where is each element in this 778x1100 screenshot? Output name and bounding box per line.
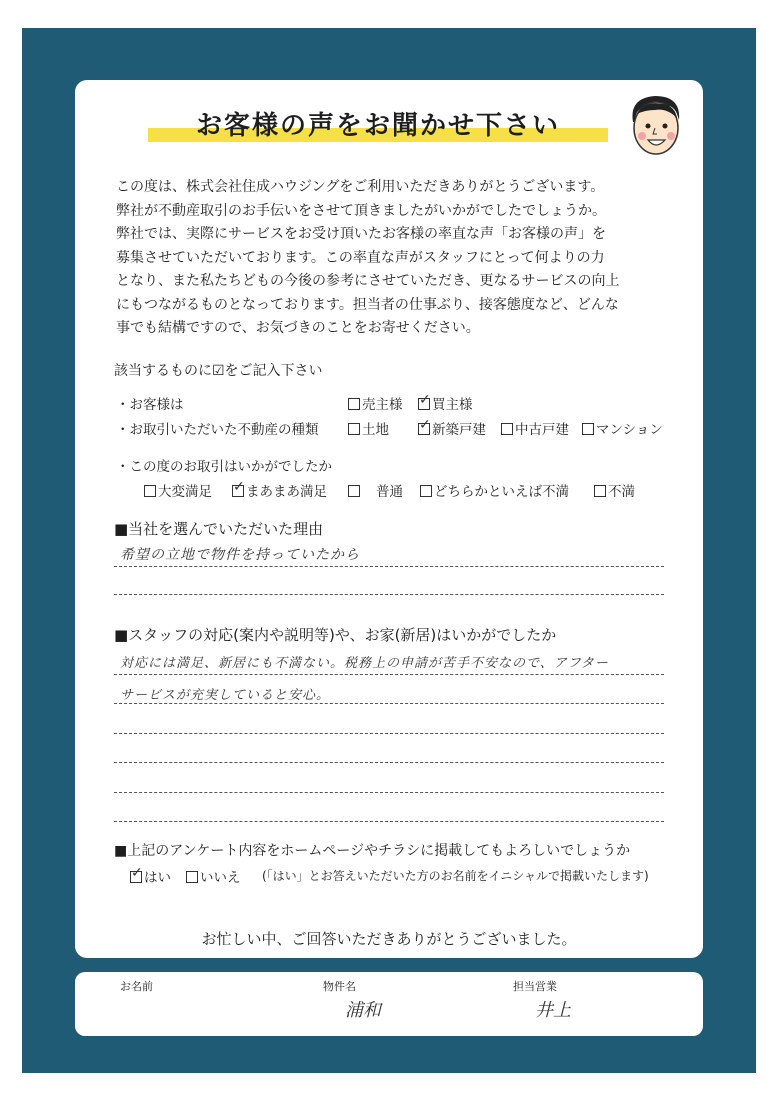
answer-line <box>114 733 664 734</box>
smiling-man-illustration <box>615 90 695 160</box>
answer-line <box>114 792 664 793</box>
checkbox-icon[interactable] <box>186 871 198 883</box>
instruction-text: 該当するものに☑をご記入下さい <box>114 363 323 379</box>
checked-checkbox-icon[interactable] <box>232 485 244 497</box>
publish-option-yes[interactable]: ✓はい <box>130 866 171 886</box>
checked-checkbox-icon[interactable] <box>130 871 142 883</box>
q3-option-dissatisfied[interactable]: 不満 <box>594 480 635 500</box>
name-label: お名前 <box>120 980 153 993</box>
q1-option-seller[interactable]: 売主様 <box>348 393 403 413</box>
section-reason-answer[interactable]: 希望の立地で物件を持っていたから <box>120 547 360 563</box>
section-reason-heading: ■当社を選んでいただいた理由 <box>114 520 324 538</box>
publish-option-no[interactable]: いいえ <box>186 866 241 886</box>
property-name-value[interactable]: 浦和 <box>345 1000 381 1021</box>
intro-line: 弊社が不動産取引のお手伝いをさせて頂きましたがいかがでしたでしょうか。 <box>116 202 606 219</box>
q2-label: ・お取引いただいた不動産の種類 <box>116 422 319 438</box>
intro-line: 事でも結構ですので、お気づきのことをお寄せください。 <box>116 320 480 336</box>
staff-label: 担当営業 <box>513 980 557 993</box>
q2-option-land[interactable]: 土地 <box>348 418 389 438</box>
intro-text <box>116 176 676 341</box>
property-label: 物件名 <box>323 980 356 993</box>
checkbox-icon[interactable] <box>348 423 360 435</box>
name-card <box>75 972 703 1036</box>
checkbox-icon[interactable] <box>348 398 360 410</box>
section-publish-heading: ■上記のアンケート内容をホームページやチラシに掲載してもよろしいでしょうか <box>114 843 631 859</box>
intro-line: となり、また私たちどもの今後の参考にさせていただき、更なるサービスの向上 <box>116 273 620 289</box>
closing-message: お忙しい中、ご回答いただきありがとうございました。 <box>201 930 577 948</box>
staff-name-value[interactable]: 井上 <box>535 1000 571 1021</box>
q2-option-new-house[interactable]: ✓ 新築戸建 <box>418 418 486 438</box>
intro-line: にもつながるものとなっております。担当者の仕事ぶり、接客態度など、どんな <box>116 296 619 313</box>
checkbox-icon[interactable] <box>594 485 606 497</box>
checkbox-icon[interactable] <box>420 485 432 497</box>
answer-line <box>114 821 664 822</box>
q1-label: ・お客様は <box>116 397 184 413</box>
answer-line <box>114 594 664 595</box>
title-block <box>148 104 608 150</box>
section-staff-heading: ■スタッフの対応(案内や説明等)や、お家(新居)はいかがでしたか <box>114 626 557 644</box>
q3-option-satisfied[interactable]: ✓ まあまあ満足 <box>232 480 327 500</box>
answer-line <box>114 674 664 675</box>
answer-line <box>114 762 664 763</box>
answer-line <box>114 566 664 567</box>
checked-checkbox-icon[interactable] <box>418 423 430 435</box>
intro-line: 募集させていただいております。この率直な声がスタッフにとって何よりの力 <box>116 249 605 266</box>
intro-line: 弊社では、実際にサービスをお受け頂いたお客様の率直な声「お客様の声」を <box>116 226 606 242</box>
q2-option-used-house[interactable]: 中古戸建 <box>501 418 569 438</box>
publish-note: (「はい」とお答えいただいた方のお名前をイニシャルで掲載いたします) <box>262 869 649 883</box>
checked-checkbox-icon[interactable] <box>418 398 430 410</box>
q2-option-mansion[interactable]: マンション <box>582 418 663 438</box>
intro-line: この度は、株式会社住成ハウジングをご利用いただきありがとうございます。 <box>116 179 605 195</box>
q3-option-normal[interactable]: 普通 <box>348 480 403 500</box>
page-title: お客様の声をお聞かせ下さい <box>195 111 560 141</box>
section-staff-answer-line1[interactable]: 対応には満足、新居にも不満ない。税務上の申請が苦手不安なので、アフター <box>120 656 609 671</box>
q3-label: ・この度のお取引はいかがでしたか <box>116 459 332 475</box>
checkbox-icon[interactable] <box>582 423 594 435</box>
q3-option-somewhat-dissatisfied[interactable]: どちらかといえば不満 <box>420 480 569 500</box>
answer-line <box>114 703 664 704</box>
q1-option-buyer[interactable]: ✓ 買主様 <box>418 393 473 413</box>
checkbox-icon[interactable] <box>501 423 513 435</box>
section-staff-answer-line2[interactable]: サービスが充実していると安心。 <box>120 688 331 703</box>
checkbox-icon[interactable] <box>348 485 360 497</box>
checkbox-icon[interactable] <box>144 485 156 497</box>
q3-option-very-satisfied[interactable]: 大変満足 <box>144 480 212 500</box>
